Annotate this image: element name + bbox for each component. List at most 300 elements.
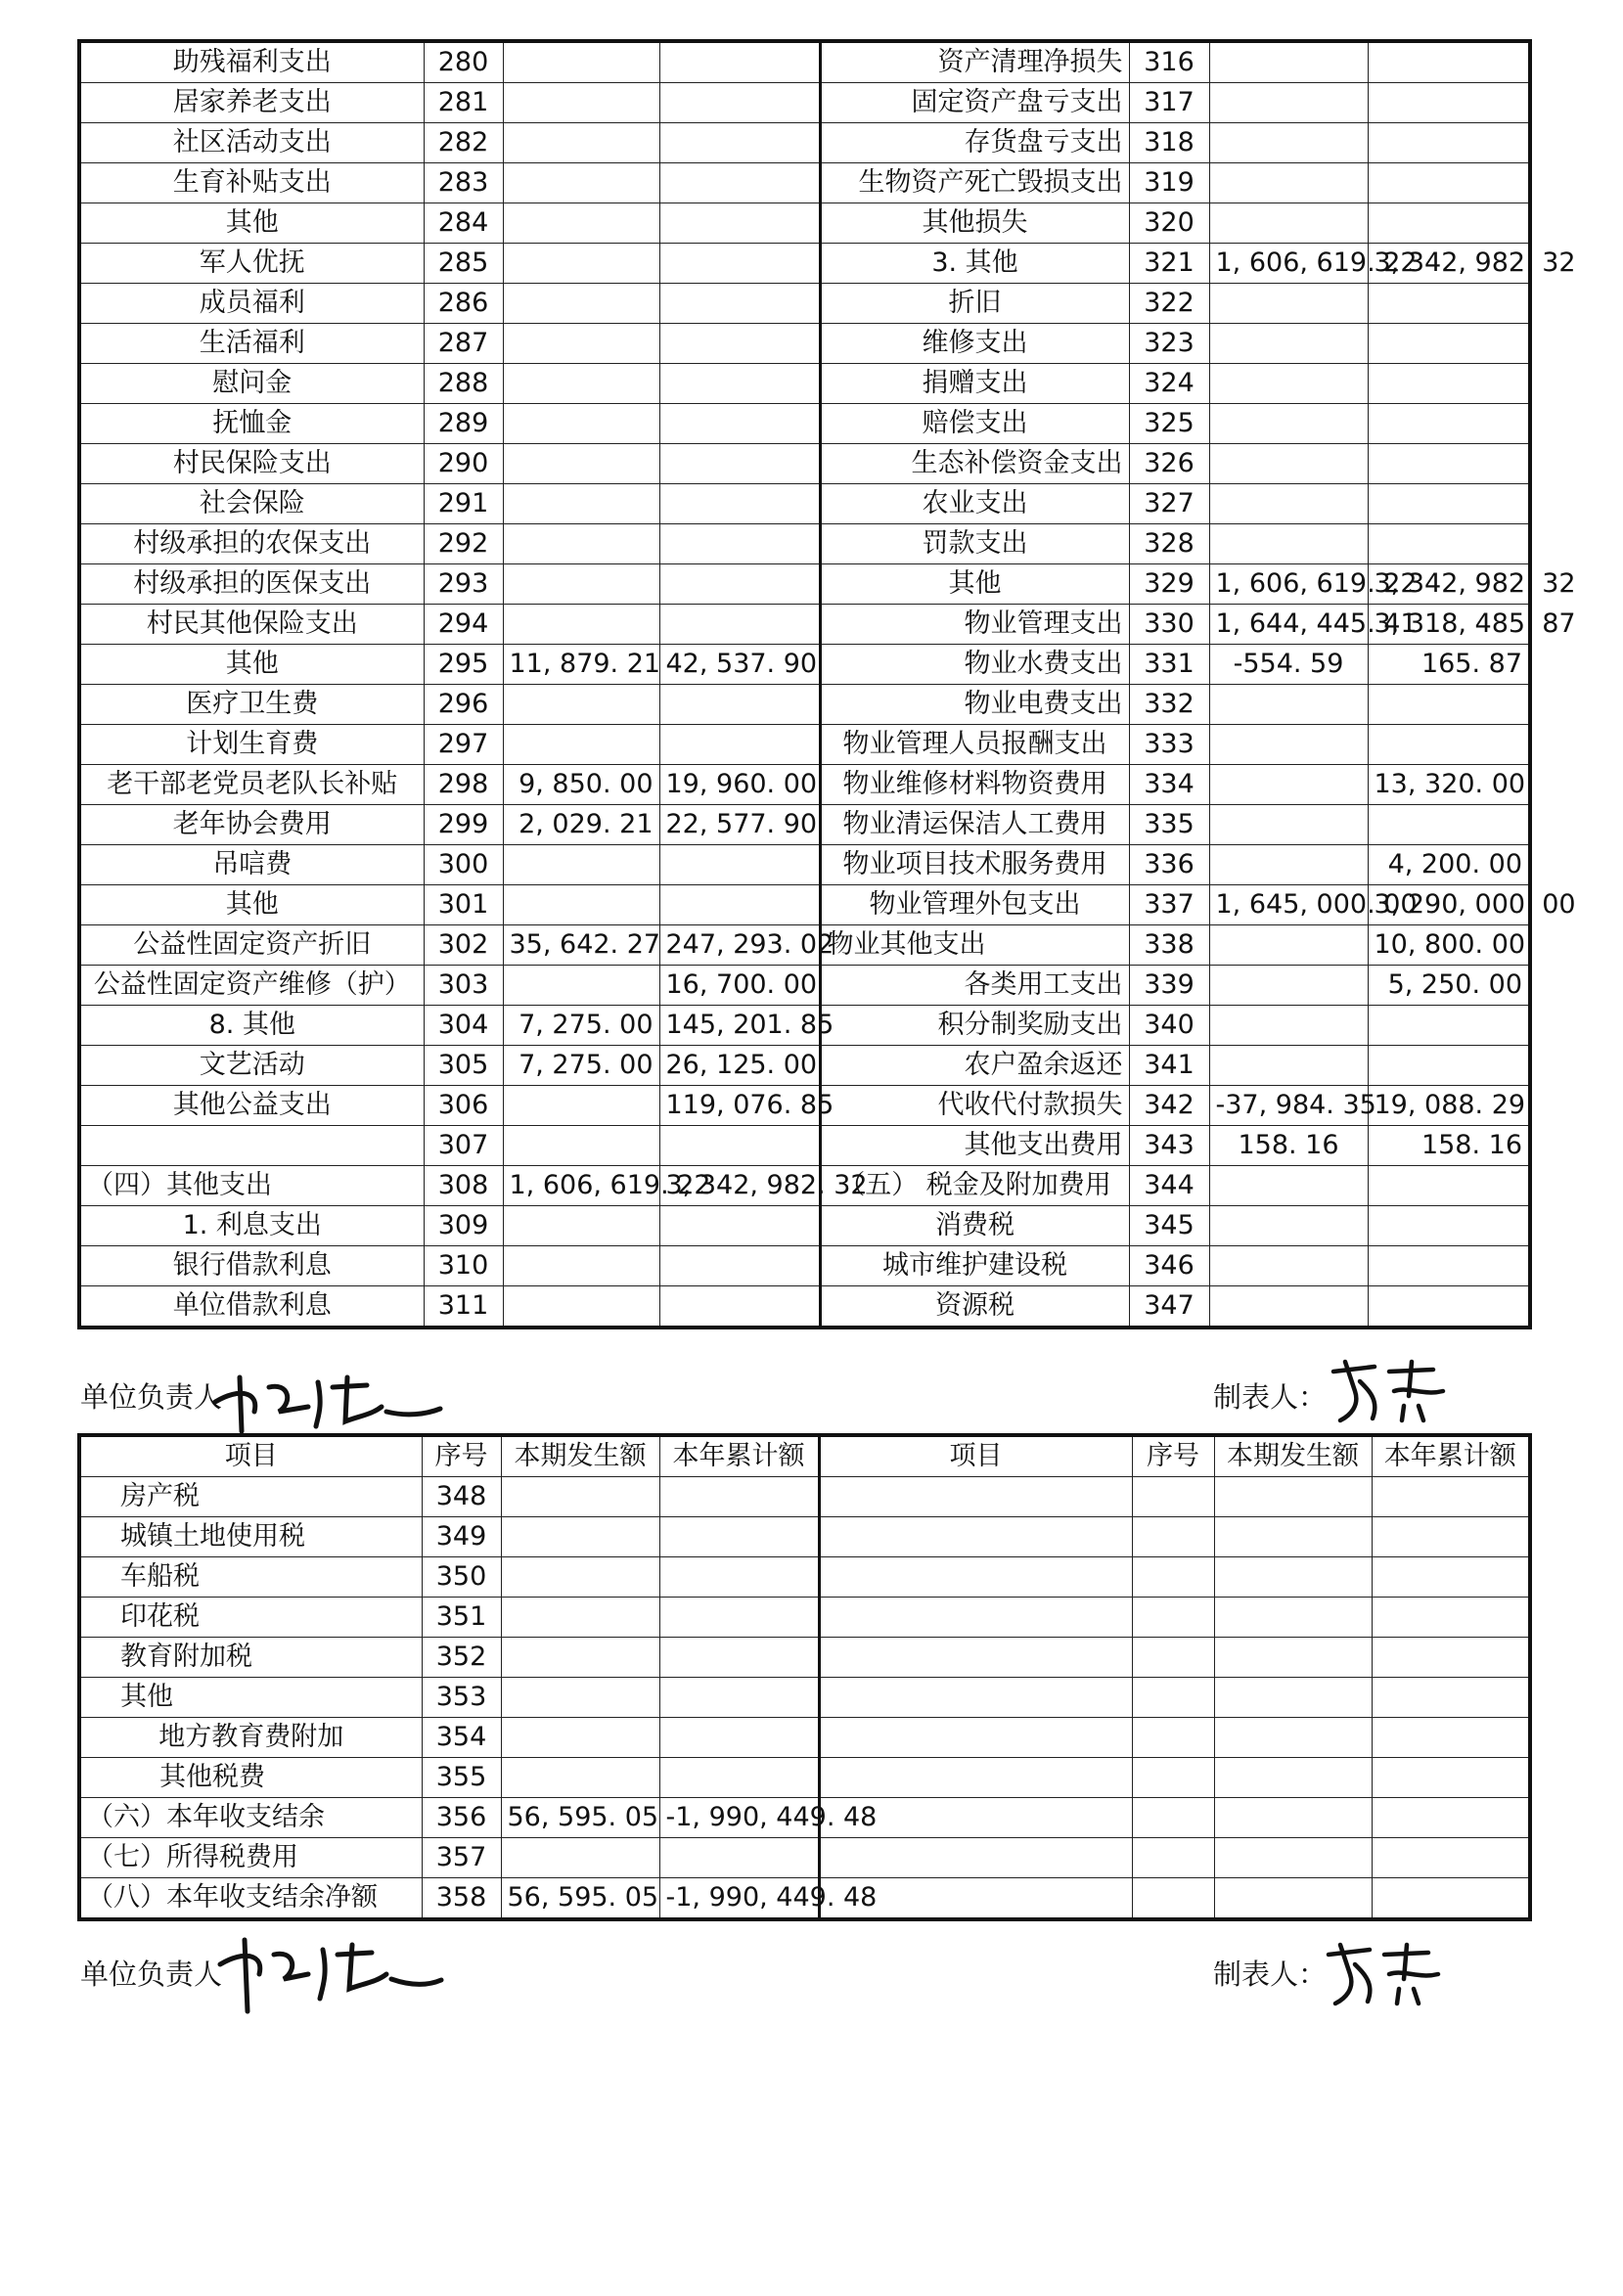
- row-number: 292: [424, 524, 503, 564]
- row-number: 354: [422, 1718, 501, 1758]
- current-amount: 7, 275. 00: [503, 1046, 659, 1086]
- row-number: 356: [422, 1798, 501, 1838]
- table-row: [79, 725, 1530, 765]
- table-row: [79, 1758, 1530, 1798]
- item-label: 车船税: [79, 1557, 422, 1598]
- row-number: 357: [422, 1838, 501, 1878]
- row-number: 326: [1129, 444, 1209, 484]
- item-label: 1. 利息支出: [79, 1206, 424, 1246]
- current-amount: [1209, 1006, 1368, 1046]
- table-row: [79, 765, 1530, 805]
- ytd-amount: [1368, 1166, 1530, 1206]
- row-number: 342: [1129, 1086, 1209, 1126]
- item-label: 存货盘亏支出: [820, 123, 1129, 163]
- row-number: 281: [424, 83, 503, 123]
- row-number: 298: [424, 765, 503, 805]
- row-number: 305: [424, 1046, 503, 1086]
- empty-number: [1132, 1598, 1214, 1638]
- ytd-amount: [659, 605, 820, 645]
- ytd-amount: [659, 1206, 820, 1246]
- current-amount: [501, 1557, 659, 1598]
- item-label: 其他损失: [820, 203, 1129, 244]
- current-amount: [1209, 83, 1368, 123]
- item-label: 物业维修材料物资费用: [820, 765, 1129, 805]
- table-row: [79, 203, 1530, 244]
- current-amount: [503, 1246, 659, 1286]
- item-label: 其他公益支出: [79, 1086, 424, 1126]
- ytd-amount: [659, 163, 820, 203]
- unit-head-signature-2: [210, 1925, 445, 2018]
- empty-current: [1214, 1758, 1372, 1798]
- ytd-amount: [659, 123, 820, 163]
- item-label: 其他: [79, 645, 424, 685]
- current-amount: [1209, 725, 1368, 765]
- ytd-amount: [659, 1758, 819, 1798]
- item-label: 其他支出费用: [820, 1126, 1129, 1166]
- ytd-amount: [1368, 1286, 1530, 1328]
- preparer-signature-2: [1321, 1935, 1448, 2008]
- item-label: 城镇土地使用税: [79, 1517, 422, 1557]
- item-label: 积分制奖励支出: [820, 1006, 1129, 1046]
- table-row: [79, 1557, 1530, 1598]
- row-number: 303: [424, 966, 503, 1006]
- item-label: [79, 1126, 424, 1166]
- header-ytd: 本年累计额: [659, 1435, 819, 1477]
- row-number: 322: [1129, 284, 1209, 324]
- current-amount: [1209, 324, 1368, 364]
- row-number: 321: [1129, 244, 1209, 284]
- current-amount: [503, 123, 659, 163]
- item-label: 生态补偿资金支出: [820, 444, 1129, 484]
- row-number: 283: [424, 163, 503, 203]
- unit-head-label: 单位负责人: [80, 1380, 223, 1414]
- table-row: [79, 1718, 1530, 1758]
- ytd-amount: [659, 324, 820, 364]
- item-label: （七）所得税费用: [79, 1838, 422, 1878]
- current-amount: [503, 685, 659, 725]
- table-row: [79, 845, 1530, 885]
- current-amount: [503, 41, 659, 83]
- current-amount: [503, 1206, 659, 1246]
- row-number: 299: [424, 805, 503, 845]
- ytd-amount: [1368, 444, 1530, 484]
- current-amount: 11, 879. 21: [503, 645, 659, 685]
- item-label: 成员福利: [79, 284, 424, 324]
- row-number: 307: [424, 1126, 503, 1166]
- item-label: 社区活动支出: [79, 123, 424, 163]
- ytd-amount: 3, 342, 982. 32: [1368, 244, 1530, 284]
- ytd-amount: [1368, 41, 1530, 83]
- item-label: 居家养老支出: [79, 83, 424, 123]
- item-label: 计划生育费: [79, 725, 424, 765]
- row-number: 320: [1129, 203, 1209, 244]
- ytd-amount: [659, 41, 820, 83]
- ytd-amount: [659, 1557, 819, 1598]
- current-amount: [1209, 364, 1368, 404]
- row-number: 341: [1129, 1046, 1209, 1086]
- ytd-amount: [659, 244, 820, 284]
- current-amount: [1209, 765, 1368, 805]
- ytd-amount: [659, 524, 820, 564]
- row-number: 282: [424, 123, 503, 163]
- row-number: 349: [422, 1517, 501, 1557]
- ytd-amount: [659, 845, 820, 885]
- current-amount: [1209, 966, 1368, 1006]
- table-row: [79, 244, 1530, 284]
- table-row: [79, 885, 1530, 925]
- ytd-amount: [1368, 1206, 1530, 1246]
- current-amount: [503, 725, 659, 765]
- current-amount: 1, 606, 619. 22: [503, 1166, 659, 1206]
- item-label: 生活福利: [79, 324, 424, 364]
- item-label: 其他: [820, 564, 1129, 605]
- table-row: [79, 1246, 1530, 1286]
- item-label: 物业清运保洁人工费用: [820, 805, 1129, 845]
- row-number: 328: [1129, 524, 1209, 564]
- current-amount: 1, 645, 000. 00: [1209, 885, 1368, 925]
- item-label: 物业电费支出: [820, 685, 1129, 725]
- row-number: 286: [424, 284, 503, 324]
- header-current-2: 本期发生额: [1214, 1435, 1372, 1477]
- empty-ytd: [1372, 1517, 1530, 1557]
- ytd-amount: [1368, 123, 1530, 163]
- ytd-amount: [1368, 404, 1530, 444]
- item-label: 罚款支出: [820, 524, 1129, 564]
- row-number: 284: [424, 203, 503, 244]
- table-row: [79, 685, 1530, 725]
- empty-number: [1132, 1878, 1214, 1920]
- ytd-amount: [659, 1838, 819, 1878]
- lower-ledger-table: [77, 1433, 1532, 1921]
- current-amount: [503, 83, 659, 123]
- ytd-amount: [1368, 805, 1530, 845]
- empty-current: [1214, 1678, 1372, 1718]
- ytd-amount: [1368, 484, 1530, 524]
- current-amount: [1209, 1246, 1368, 1286]
- current-amount: [503, 404, 659, 444]
- empty-current: [1214, 1878, 1372, 1920]
- current-amount: 56, 595. 05: [501, 1798, 659, 1838]
- empty-item: [819, 1517, 1132, 1557]
- row-number: 348: [422, 1477, 501, 1517]
- preparer-label: 制表人：: [1213, 1380, 1328, 1414]
- item-label: 社会保险: [79, 484, 424, 524]
- row-number: 329: [1129, 564, 1209, 605]
- empty-number: [1132, 1718, 1214, 1758]
- row-number: 344: [1129, 1166, 1209, 1206]
- item-label: 代收代付款损失: [820, 1086, 1129, 1126]
- current-amount: [1209, 203, 1368, 244]
- unit-head-signature: [201, 1358, 445, 1436]
- item-label: 生物资产死亡毁损支出: [820, 163, 1129, 203]
- row-number: 346: [1129, 1246, 1209, 1286]
- ytd-amount: 19, 088. 29: [1368, 1086, 1530, 1126]
- current-amount: [1209, 1046, 1368, 1086]
- item-label: 抚恤金: [79, 404, 424, 444]
- row-number: 288: [424, 364, 503, 404]
- empty-number: [1132, 1678, 1214, 1718]
- item-label: 物业管理支出: [820, 605, 1129, 645]
- current-amount: [503, 324, 659, 364]
- row-number: 291: [424, 484, 503, 524]
- ytd-amount: 13, 320. 00: [1368, 765, 1530, 805]
- ytd-amount: [1368, 1006, 1530, 1046]
- table-row: [79, 1638, 1530, 1678]
- row-number: 308: [424, 1166, 503, 1206]
- ytd-amount: 26, 125. 00: [659, 1046, 820, 1086]
- item-label: 物业其他支出: [820, 925, 1129, 966]
- table-row: [79, 1517, 1530, 1557]
- current-amount: 1, 606, 619. 22: [1209, 244, 1368, 284]
- ytd-amount: [1368, 1246, 1530, 1286]
- empty-item: [819, 1678, 1132, 1718]
- current-amount: [1209, 925, 1368, 966]
- table-row: [79, 324, 1530, 364]
- ytd-amount: [659, 685, 820, 725]
- current-amount: [1209, 123, 1368, 163]
- current-amount: [503, 163, 659, 203]
- current-amount: [503, 885, 659, 925]
- item-label: 其他税费: [79, 1758, 422, 1798]
- current-amount: [1209, 524, 1368, 564]
- row-number: 325: [1129, 404, 1209, 444]
- item-label: 物业管理外包支出: [820, 885, 1129, 925]
- ytd-amount: [659, 404, 820, 444]
- current-amount: [503, 966, 659, 1006]
- current-amount: [503, 1126, 659, 1166]
- table-row: [79, 284, 1530, 324]
- ytd-amount: 3, 318, 485. 87: [1368, 605, 1530, 645]
- empty-current: [1214, 1517, 1372, 1557]
- table-row: [79, 524, 1530, 564]
- current-amount: 1, 644, 445. 41: [1209, 605, 1368, 645]
- current-amount: 9, 850. 00: [503, 765, 659, 805]
- row-number: 294: [424, 605, 503, 645]
- empty-ytd: [1372, 1477, 1530, 1517]
- current-amount: [503, 284, 659, 324]
- ytd-amount: 165. 87: [1368, 645, 1530, 685]
- current-amount: [503, 524, 659, 564]
- item-label: 教育附加税: [79, 1638, 422, 1678]
- current-amount: [501, 1758, 659, 1798]
- row-number: 345: [1129, 1206, 1209, 1246]
- item-label: （六）本年收支结余: [79, 1798, 422, 1838]
- lower-table-header: [79, 1435, 1530, 1477]
- ytd-amount: [1368, 284, 1530, 324]
- empty-number: [1132, 1758, 1214, 1798]
- unit-head-label-2: 单位负责人: [80, 1958, 223, 1991]
- empty-item: [819, 1718, 1132, 1758]
- current-amount: [1209, 284, 1368, 324]
- table-row: [79, 163, 1530, 203]
- row-number: 300: [424, 845, 503, 885]
- item-label: 慰问金: [79, 364, 424, 404]
- item-label: 地方教育费附加: [79, 1718, 422, 1758]
- current-amount: [1209, 444, 1368, 484]
- item-label: 农业支出: [820, 484, 1129, 524]
- ytd-amount: [659, 83, 820, 123]
- current-amount: [501, 1678, 659, 1718]
- empty-current: [1214, 1638, 1372, 1678]
- table-row: [79, 925, 1530, 966]
- ytd-amount: [659, 564, 820, 605]
- ytd-amount: 119, 076. 85: [659, 1086, 820, 1126]
- current-amount: [1209, 41, 1368, 83]
- table-row: [79, 1286, 1530, 1328]
- table-row: [79, 444, 1530, 484]
- item-label: 物业水费支出: [820, 645, 1129, 685]
- row-number: 285: [424, 244, 503, 284]
- current-amount: [503, 1286, 659, 1328]
- current-amount: [1209, 163, 1368, 203]
- row-number: 330: [1129, 605, 1209, 645]
- ytd-amount: [1368, 83, 1530, 123]
- row-number: 347: [1129, 1286, 1209, 1328]
- ytd-amount: [1368, 364, 1530, 404]
- row-number: 331: [1129, 645, 1209, 685]
- row-number: 289: [424, 404, 503, 444]
- row-number: 296: [424, 685, 503, 725]
- empty-ytd: [1372, 1638, 1530, 1678]
- table-row: [79, 1206, 1530, 1246]
- item-label: 8. 其他: [79, 1006, 424, 1046]
- ytd-amount: -1, 990, 449. 48: [659, 1878, 819, 1920]
- current-amount: 7, 275. 00: [503, 1006, 659, 1046]
- item-label: 老年协会费用: [79, 805, 424, 845]
- row-number: 293: [424, 564, 503, 605]
- ytd-amount: 3, 342, 982. 32: [1368, 564, 1530, 605]
- row-number: 287: [424, 324, 503, 364]
- preparer-label-2: 制表人：: [1213, 1958, 1328, 1991]
- table-row: [79, 123, 1530, 163]
- item-label: 3. 其他: [820, 244, 1129, 284]
- item-label: 村级承担的医保支出: [79, 564, 424, 605]
- current-amount: 2, 029. 21: [503, 805, 659, 845]
- empty-ytd: [1372, 1758, 1530, 1798]
- item-label: 维修支出: [820, 324, 1129, 364]
- current-amount: [501, 1598, 659, 1638]
- table-row: [79, 564, 1530, 605]
- ytd-amount: 19, 960. 00: [659, 765, 820, 805]
- item-label: 物业管理人员报酬支出: [820, 725, 1129, 765]
- empty-number: [1132, 1838, 1214, 1878]
- table-row: [79, 805, 1530, 845]
- table-row: [79, 1086, 1530, 1126]
- ytd-amount: [1368, 203, 1530, 244]
- ytd-amount: [659, 1477, 819, 1517]
- ytd-amount: [659, 1638, 819, 1678]
- item-label: 生育补贴支出: [79, 163, 424, 203]
- empty-item: [819, 1638, 1132, 1678]
- current-amount: [503, 444, 659, 484]
- current-amount: [501, 1638, 659, 1678]
- table-row: [79, 966, 1530, 1006]
- item-label: 捐赠支出: [820, 364, 1129, 404]
- item-label: （八）本年收支结余净额: [79, 1878, 422, 1920]
- ytd-amount: [659, 444, 820, 484]
- current-amount: [1209, 1286, 1368, 1328]
- empty-ytd: [1372, 1878, 1530, 1920]
- ytd-amount: [659, 284, 820, 324]
- header-ytd-2: 本年累计额: [1372, 1435, 1530, 1477]
- empty-current: [1214, 1557, 1372, 1598]
- header-no: 序号: [422, 1435, 501, 1477]
- table-row: [79, 1046, 1530, 1086]
- empty-ytd: [1372, 1598, 1530, 1638]
- ytd-amount: [659, 1718, 819, 1758]
- item-label: 医疗卫生费: [79, 685, 424, 725]
- row-number: 351: [422, 1598, 501, 1638]
- empty-item: [819, 1477, 1132, 1517]
- ytd-amount: 247, 293. 02: [659, 925, 820, 966]
- current-amount: 35, 642. 27: [503, 925, 659, 966]
- current-amount: [501, 1718, 659, 1758]
- current-amount: [503, 203, 659, 244]
- row-number: 336: [1129, 845, 1209, 885]
- item-label: 军人优抚: [79, 244, 424, 284]
- current-amount: [503, 484, 659, 524]
- item-label: 资源税: [820, 1286, 1129, 1328]
- item-label: 其他: [79, 203, 424, 244]
- current-amount: [503, 564, 659, 605]
- item-label: 文艺活动: [79, 1046, 424, 1086]
- table-row: [79, 645, 1530, 685]
- item-label: 助残福利支出: [79, 41, 424, 83]
- header-no-2: 序号: [1132, 1435, 1214, 1477]
- empty-item: [819, 1557, 1132, 1598]
- current-amount: 158. 16: [1209, 1126, 1368, 1166]
- item-label: 印花税: [79, 1598, 422, 1638]
- current-amount: [1209, 484, 1368, 524]
- table-row: [79, 1878, 1530, 1920]
- item-label: 农户盈余返还: [820, 1046, 1129, 1086]
- current-amount: [1209, 404, 1368, 444]
- item-label: 各类用工支出: [820, 966, 1129, 1006]
- row-number: 280: [424, 41, 503, 83]
- table-row: [79, 1166, 1530, 1206]
- table-row: [79, 1838, 1530, 1878]
- empty-item: [819, 1758, 1132, 1798]
- row-number: 343: [1129, 1126, 1209, 1166]
- current-amount: [1209, 805, 1368, 845]
- row-number: 332: [1129, 685, 1209, 725]
- row-number: 355: [422, 1758, 501, 1798]
- header-item-2: 项目: [819, 1435, 1132, 1477]
- row-number: 311: [424, 1286, 503, 1328]
- item-label: 其他: [79, 1678, 422, 1718]
- ytd-amount: 42, 537. 90: [659, 645, 820, 685]
- row-number: 301: [424, 885, 503, 925]
- current-amount: [503, 364, 659, 404]
- row-number: 309: [424, 1206, 503, 1246]
- item-label: 消费税: [820, 1206, 1129, 1246]
- current-amount: [503, 605, 659, 645]
- row-number: 340: [1129, 1006, 1209, 1046]
- ytd-amount: [1368, 685, 1530, 725]
- preparer-signature: [1326, 1352, 1453, 1425]
- ytd-amount: [659, 203, 820, 244]
- row-number: 295: [424, 645, 503, 685]
- table-row: [79, 404, 1530, 444]
- item-label: 单位借款利息: [79, 1286, 424, 1328]
- current-amount: [1209, 685, 1368, 725]
- header-current: 本期发生额: [501, 1435, 659, 1477]
- ytd-amount: [659, 885, 820, 925]
- row-number: 334: [1129, 765, 1209, 805]
- current-amount: -554. 59: [1209, 645, 1368, 685]
- item-label: 赔偿支出: [820, 404, 1129, 444]
- ytd-amount: 4, 200. 00: [1368, 845, 1530, 885]
